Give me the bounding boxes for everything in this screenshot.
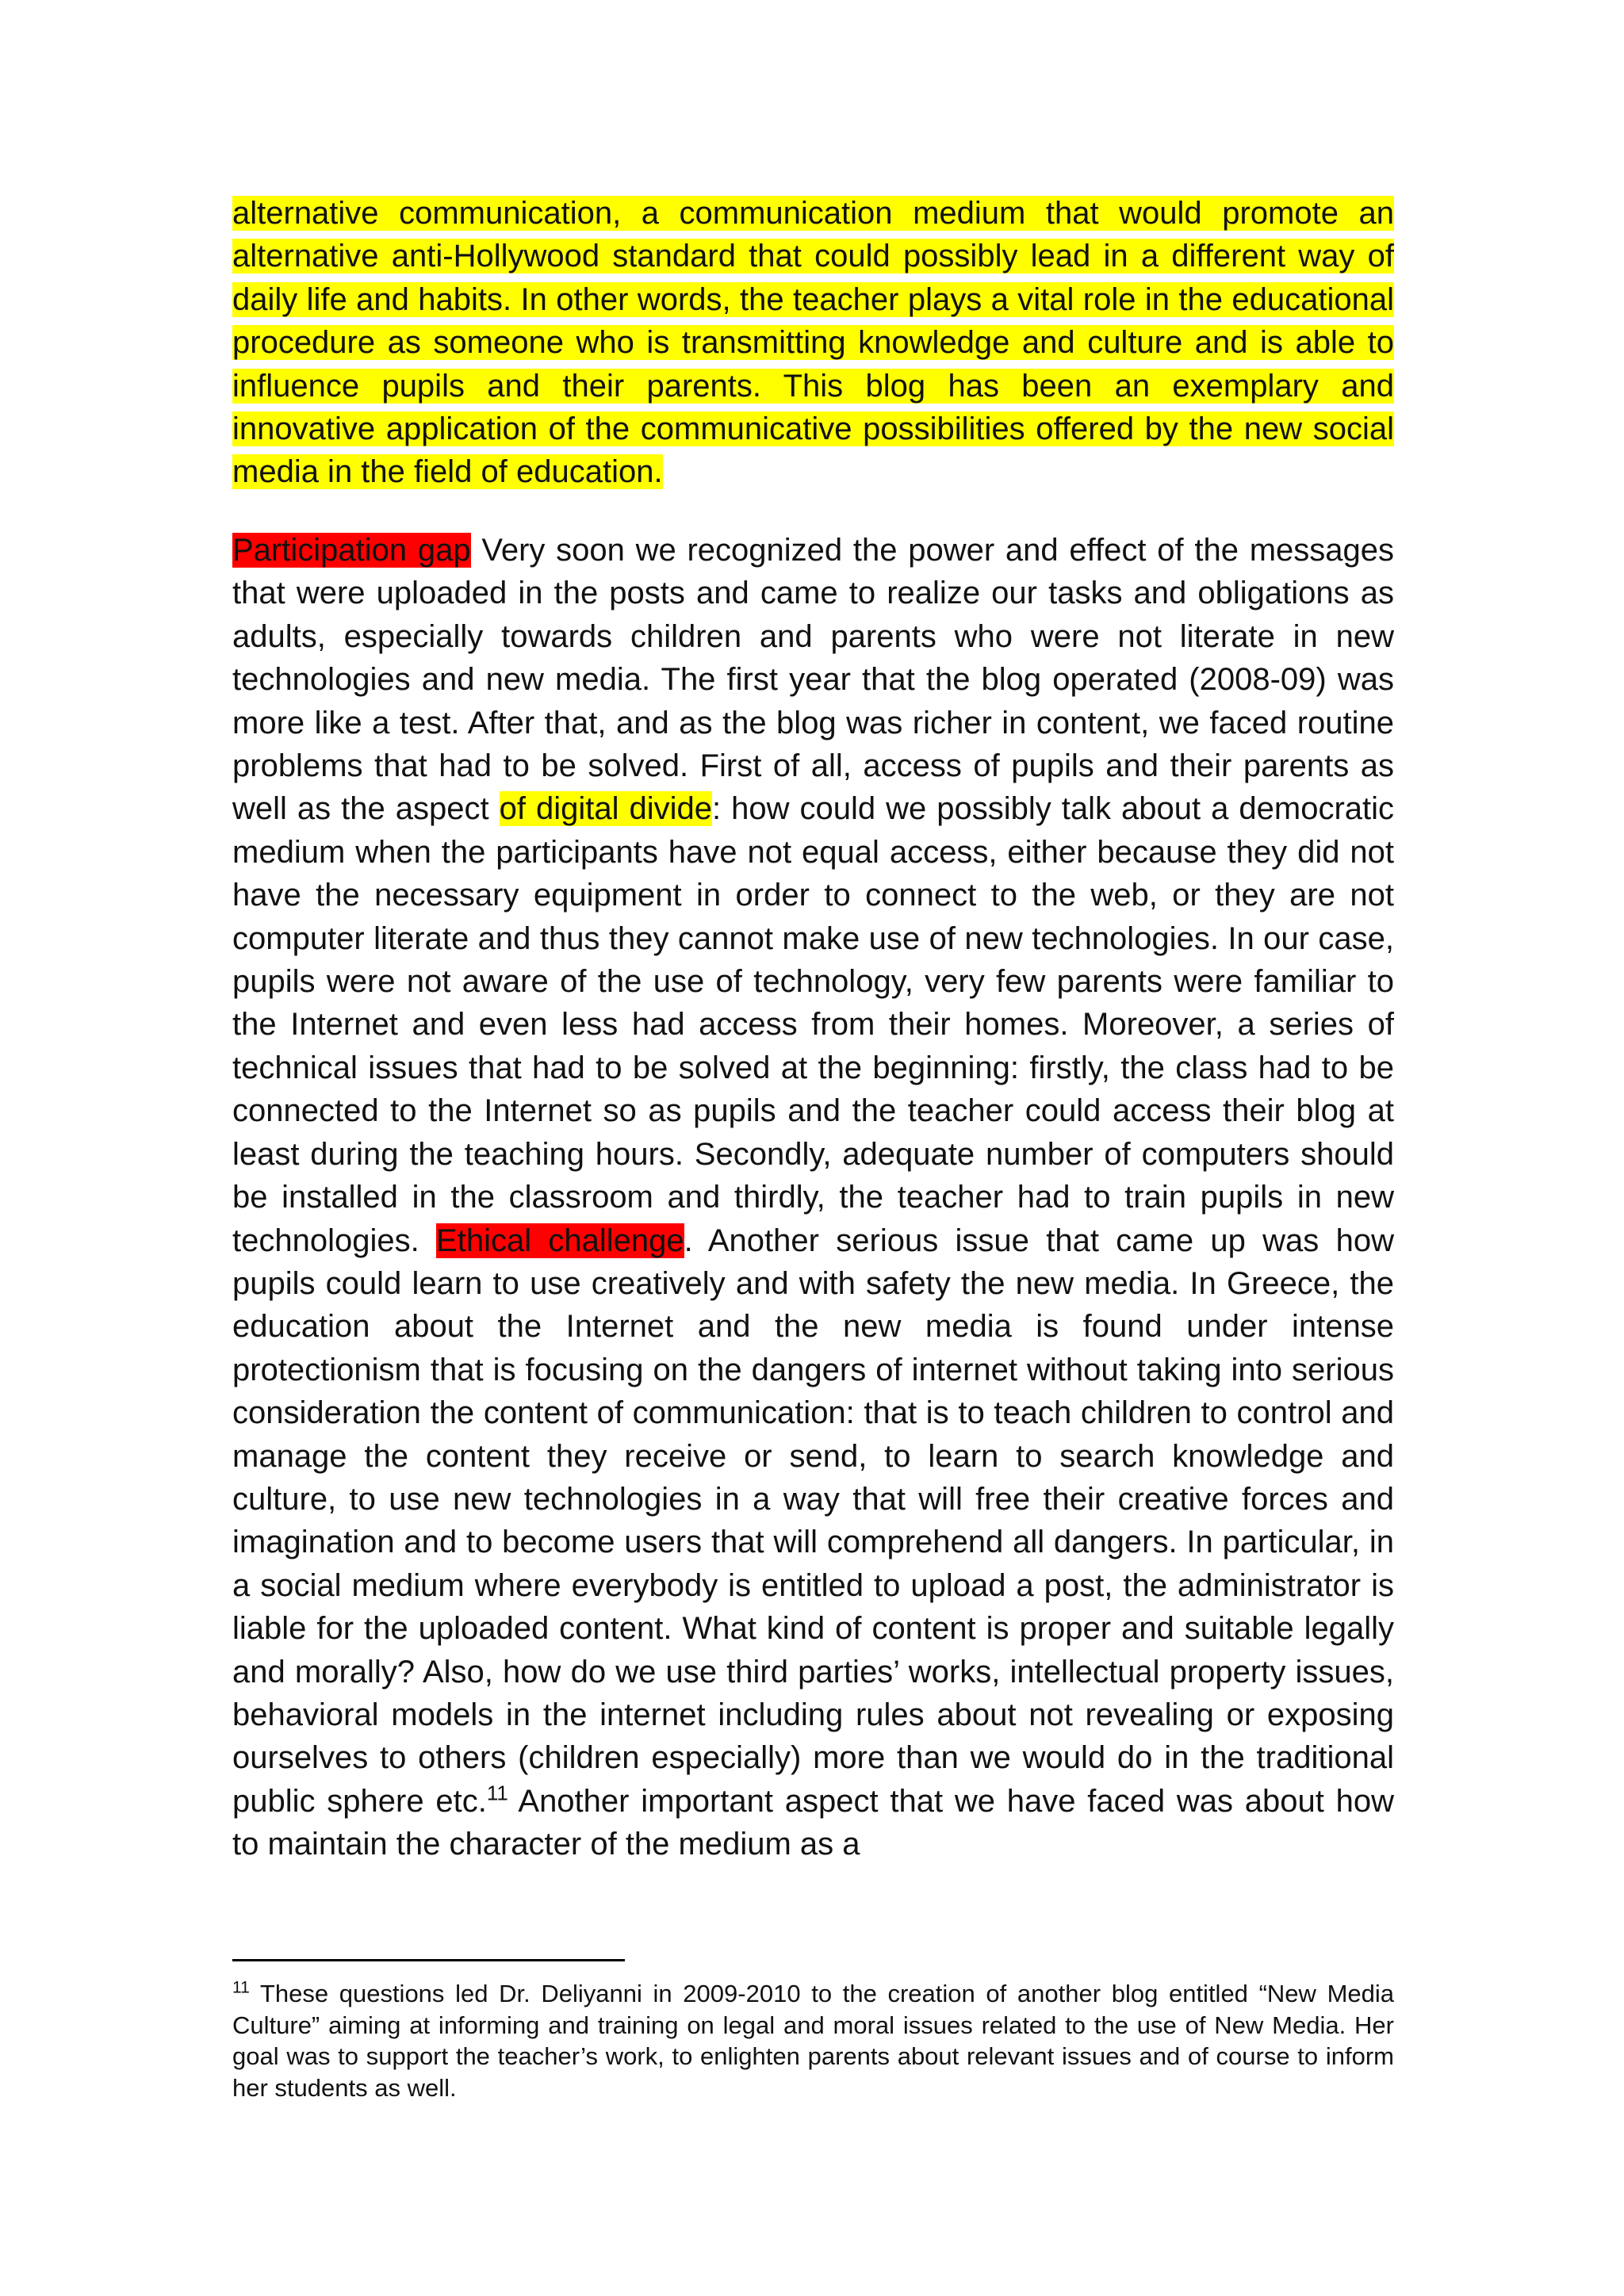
- paragraph-text: . Another serious issue that came up was how pupils could learn to use creatively and with safety the new media. In Greece, the education about the Internet and the new media is found under intense protectionism that is focusing on the dangers of internet without taking into serious consideration the content of communication: that is to teach children to control and manage the content they receive or send, to learn to search knowledge and culture, to use new technologies in a way that will free their creative forces and imagination and to become users that will comprehend all dangers. In particular, in a social medium where everybody is entitled to upload a post, the administrator is liable for the uploaded content. What kind of content is proper and suitable legally and morally? Also, how do we use third parties’ works, intellectual property issues, behavioral models in the internet including rules about not revealing or exposing ourselves to others (children especially) more than we would do in the traditional public sphere etc.: [232, 1223, 1394, 1819]
- yellow-highlight: alternative communication, a communication medium that would promote an alternative anti-Hollywood standard that could possibly lead in a different way of daily life and habits. In other words, the teacher plays a vital role in the educational procedure as someone who is transmitting knowledge and culture and is able to influence pupils and their parents. This blog has been an exemplary and innovative application of the communicative possibilities offered by the new social media in the field of education.: [232, 196, 1394, 490]
- ethical-challenge-label: Ethical challenge: [436, 1223, 684, 1258]
- paragraph-1: [232, 192, 1394, 494]
- paragraph-text: : how could we possibly talk about a democratic medium when the participants have not equal access, either because they did not have the necessary equipment in order to connect to the web, or they are not computer literate and thus they cannot make use of new technologies. In our case, pupils were not aware of the use of technology, very few parents were familiar to the Internet and even less had access from their homes. Moreover, a series of technical issues that had to be solved at the beginning: firstly, the class had to be connected to the Internet so as pupils and the teacher could access their blog at least during the teaching hours. Secondly, adequate number of computers should be installed in the classroom and thirdly, the teacher had to train pupils in new technologies.: [232, 791, 1395, 1258]
- paragraph-text: Very soon we recognized the power and effect of the messages that were uploaded in the posts and came to realize our tasks and obligations as adults, especially towards children and parents who were not literate in new technologies and new media. The first year that the blog operated (2008-09) was more like a test. After that, and as the blog was richer in content, we faced routine problems that had to be solved. First of all, access of pupils and their parents as well as the aspect: [232, 533, 1395, 827]
- paragraph-text: Another important aspect that we have faced was about how to maintain the character of the medium as a: [232, 1783, 1395, 1862]
- digital-divide-highlight: of digital divide: [499, 791, 713, 827]
- footnote-number: 11: [232, 1978, 250, 1997]
- paragraph-2: [232, 529, 1394, 1866]
- footnote-reference[interactable]: 11: [486, 1781, 508, 1805]
- participation-gap-label: Participation gap: [232, 533, 471, 568]
- footnote-separator: [232, 1959, 625, 1961]
- footnote-text: These questions led Dr. Deliyanni in 2009-2010 to the creation of another blog entitled “New Media Culture” aiming at informing and training on legal and moral issues related to the use of New Media. Her goal was to support the teacher’s work, to enlighten parents about relevant issues and of course to inform her students as well.: [232, 1980, 1394, 2102]
- footnote: [232, 1978, 1394, 2103]
